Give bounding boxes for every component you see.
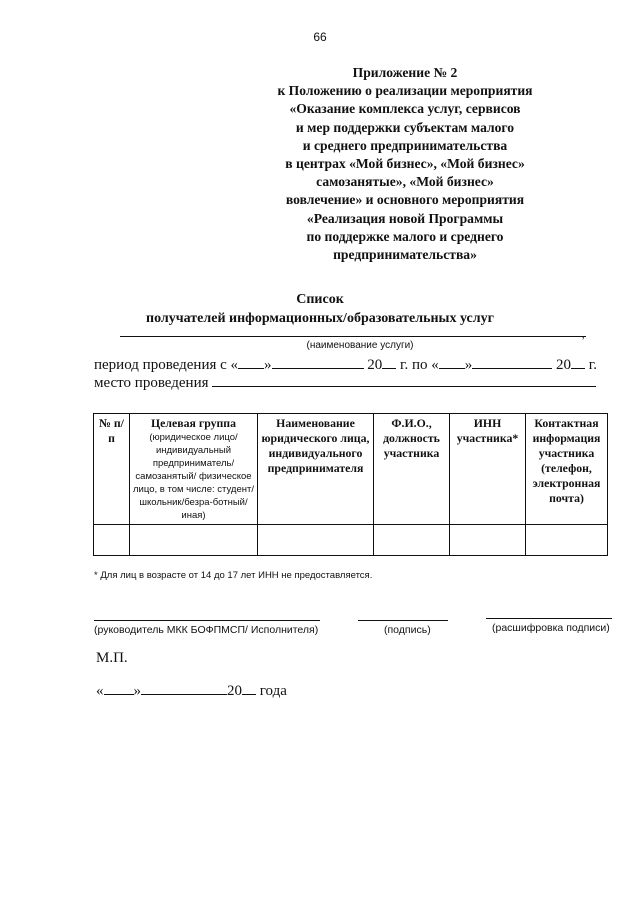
table-row [94, 525, 608, 556]
period-year-prefix: 20 [367, 357, 383, 373]
date-open-quote: « [96, 683, 104, 699]
period-label: период проведения с « [94, 357, 239, 373]
date-year-field[interactable] [242, 680, 256, 695]
list-subtitle: получателей информационных/образовательных услуг [146, 311, 494, 326]
header-inn: ИНН участника* [450, 414, 526, 525]
head-caption: (руководитель МКК БОФПМСП/ Исполнителя) [94, 624, 319, 636]
place-field[interactable] [212, 372, 596, 387]
header-number: № п/п [94, 414, 130, 525]
table-header-row [94, 414, 608, 525]
date-month-field[interactable] [141, 680, 227, 695]
header-entity-name: Наименование юридического лица, индивидуального предпринимателя [258, 414, 374, 525]
recipients-table [93, 413, 608, 556]
footnote: * Для лиц в возрасте от 14 до 17 лет ИНН не предоставляется. [94, 570, 373, 581]
table-cell[interactable] [130, 525, 258, 556]
period-end-month-field[interactable] [472, 354, 552, 369]
table-cell[interactable] [374, 525, 450, 556]
appendix-line: «Оказание комплекса услуг, сервисов [289, 101, 521, 117]
date-year-prefix: 20 [227, 683, 242, 699]
period-end-year-field[interactable] [571, 354, 585, 369]
period-start-day-field[interactable] [238, 354, 264, 369]
stamp-label: М.П. [96, 650, 128, 666]
table-cell[interactable] [94, 525, 130, 556]
appendix-line: по поддержке малого и среднего [306, 228, 504, 244]
period-year-label: г. [588, 357, 598, 373]
period-end-day-field[interactable] [439, 354, 465, 369]
decode-caption: (расшифровка подписи) [492, 622, 610, 634]
header-contact: Контактная информация участника (телефон, электронная почта) [526, 414, 608, 525]
date-year-label: года [259, 683, 287, 699]
date-row [96, 680, 287, 700]
list-title-main: Список [296, 292, 344, 307]
head-signature-line[interactable] [94, 620, 320, 621]
appendix-line: самозанятые», «Мой бизнес» [316, 174, 494, 190]
decode-signature-line[interactable] [486, 618, 612, 619]
period-quote: » [264, 357, 272, 373]
appendix-line: Приложение № 2 [352, 65, 458, 80]
page-number: 66 [313, 30, 327, 44]
appendix-line: в центрах «Мой бизнес», «Мой бизнес» [285, 156, 525, 172]
appendix-line: предпринимательства» [333, 247, 477, 263]
header-full-name: Ф.И.О., должность участника [374, 414, 450, 525]
signature-line[interactable] [358, 620, 448, 621]
signature-caption: (подпись) [384, 624, 431, 636]
appendix-line: «Реализация новой Программы [306, 210, 504, 226]
appendix-line: и среднего предпринимательства [302, 137, 508, 153]
header-target-group [130, 414, 258, 525]
table-cell[interactable] [526, 525, 608, 556]
period-quote: » [464, 357, 473, 373]
place-row [94, 372, 596, 392]
appendix-line: и мер поддержки субъектам малого [295, 119, 515, 135]
place-label: место проведения [94, 375, 209, 391]
appendix-line: к Положению о реализации мероприятия [277, 83, 533, 99]
appendix-heading [240, 64, 570, 264]
date-close-quote: » [133, 683, 141, 699]
period-to-label: г. по « [400, 357, 439, 373]
period-row [94, 354, 597, 374]
period-year-prefix: 20 [556, 357, 572, 373]
table-cell[interactable] [258, 525, 374, 556]
list-title [0, 290, 640, 328]
appendix-line: вовлечение» и основного мероприятия [285, 192, 525, 208]
period-start-year-field[interactable] [382, 354, 396, 369]
service-name-tick: , [582, 330, 585, 341]
header-target-group-label: Целевая группа [150, 416, 237, 430]
target-group-note: (юридическое лицо/индивидуальный предприниматель/ самозанятый/ физическое лицо, в том числе: студент/школьник/безра-ботный/иная) [133, 432, 254, 521]
date-day-field[interactable] [104, 680, 134, 695]
service-name-field[interactable] [120, 336, 586, 337]
period-start-month-field[interactable] [272, 354, 364, 369]
service-name-caption: (наименование услуги) [306, 340, 414, 351]
table-cell[interactable] [450, 525, 526, 556]
